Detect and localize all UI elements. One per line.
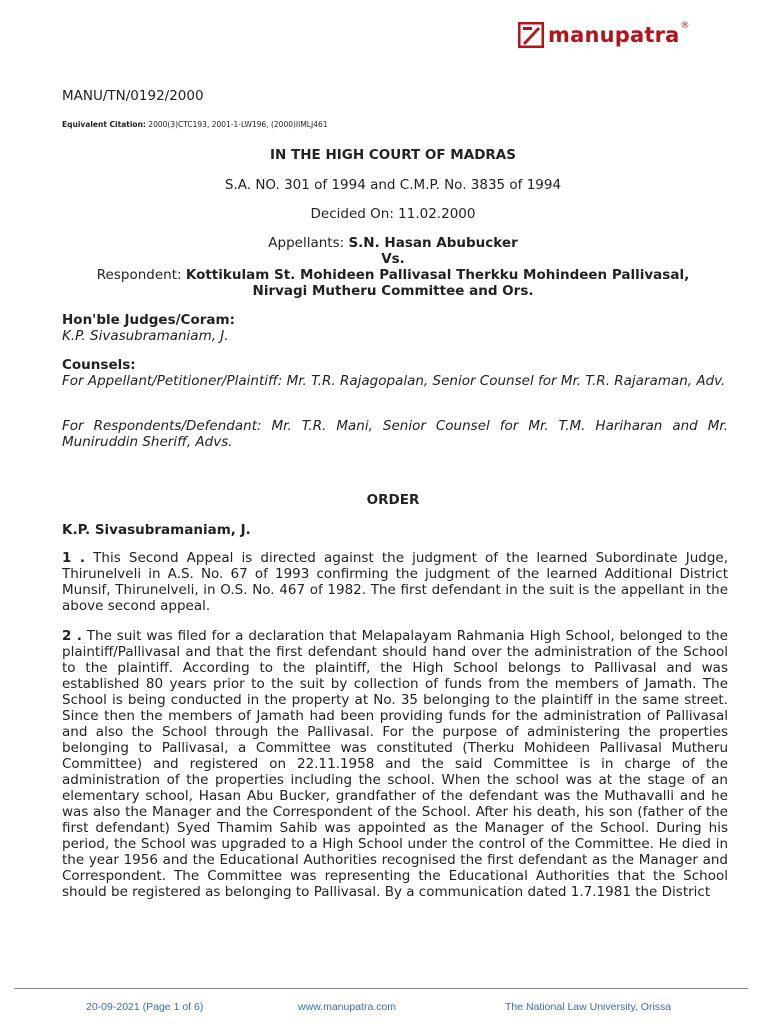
case-number: S.A. NO. 301 of 1994 and C.M.P. No. 3835 of 1994 (224, 177, 562, 193)
paragraph-1-text: This Second Appeal is directed against the judgment of the learned Subordinate Judge, Thirunelveli in A.S. No. 67 of 1993 confirming the judgment of the learned Additional District Munsif, Thirunelveli, in O.S. No. 467 of 1982. The first defendant in the suit is the appellant in the above second appeal. (62, 550, 728, 614)
respondent-name-1: Kottikulam St. Mohideen Pallivasal Therkku Mohindeen Pallivasal, (185, 267, 690, 283)
paragraph-1-number: 1 . (62, 550, 86, 566)
judge-name: K.P. Sivasubramaniam, J. (62, 328, 229, 344)
equivalent-citation-label: Equivalent Citation: (62, 120, 146, 129)
appellants-label: Appellants: (268, 235, 349, 251)
counsels-heading: Counsels: (62, 357, 136, 373)
footer-divider (14, 988, 748, 989)
footer-organization: The National Law University, Orissa (505, 1001, 672, 1013)
appellant-counsel: For Appellant/Petitioner/Plaintiff: Mr. T.R. Rajagopalan, Senior Counsel for Mr. T.R. Rajaraman, Adv. (62, 373, 726, 389)
respondent-counsel: For Respondents/Defendant: Mr. T.R. Mani, Senior Counsel for Mr. T.M. Hariharan and Mr. Muniruddin Sheriff, Advs. (62, 418, 728, 450)
manupatra-logo (518, 22, 690, 48)
respondent-name-2: Nirvagi Mutheru Committee and Ors. (252, 283, 534, 299)
versus: Vs. (381, 251, 405, 267)
paragraph-2-number: 2 . (62, 628, 82, 644)
judges-heading: Hon'ble Judges/Coram: (62, 312, 235, 328)
judge-line: K.P. Sivasubramaniam, J. (62, 522, 251, 538)
manupatra-logo-mark-icon (518, 22, 544, 48)
paragraph-1 (62, 550, 728, 614)
equivalent-citation-value: 2000(3)CTC193, 2001-1-LW196, (2000)IIMLJ461 (145, 120, 328, 129)
decided-date: Decided On: 11.02.2000 (310, 206, 476, 222)
respondent-line (40, 267, 746, 283)
appellants-line (40, 235, 746, 251)
order-heading: ORDER (366, 492, 420, 508)
paragraph-2 (62, 628, 728, 900)
equivalent-citation (62, 120, 328, 129)
court-name: IN THE HIGH COURT OF MADRAS (270, 147, 516, 163)
respondent-label: Respondent: (96, 267, 186, 283)
footer-date: 20-09-2021 (Page 1 of 6) (86, 1001, 204, 1013)
footer-website-link[interactable]: www.manupatra.com (298, 1001, 397, 1013)
logo-brand-text: manupatra (548, 23, 680, 47)
citation-id: MANU/TN/0192/2000 (62, 88, 204, 104)
paragraph-2-text: The suit was filed for a declaration that Melapalayam Rahmania High School, belonged to the plaintiff/Pallivasal and that the first defendant should hand over the administration of the School to the plaintiff. According to the plaintiff, the High School belongs to Pallivasal and was established 80 years prior to the suit by collection of funds from the members of Jamath. The School is being conducted in the property at No. 35 belonging to the plaintiff in the same street. Since then the members of Jamath had been providing funds for the administration of Pallivasal and also the School through the Pallivasal. For the purpose of administering the properties belonging to Pallivasal, a Committee was constituted (Therku Mohideen Pallivasal Mutheru Committee) and registered on 22.11.1958 and the said Committee is in charge of the administration of the properties including the school. When the school was at the stage of an elementary school, Hasan Abu Bucker, grandfather of the defendant was the Muthavalli and he was also the Manager and the Correspondent of the School. After his death, his son (father of the first defendant) Syed Thamim Sahib was appointed as the Manager of the School. During his period, the School was upgraded to a High School under the control of the Committee. He died in the year 1956 and the Educational Authorities recognised the first defendant as the Manager and Correspondent. The Committee was representing the Educational Authorities that the School should be registered as belonging to Pallivasal. By a communication dated 1.7.1981 the District (62, 628, 728, 900)
registered-mark: ® (680, 21, 690, 31)
appellants-name: S.N. Hasan Abubucker (348, 235, 518, 251)
